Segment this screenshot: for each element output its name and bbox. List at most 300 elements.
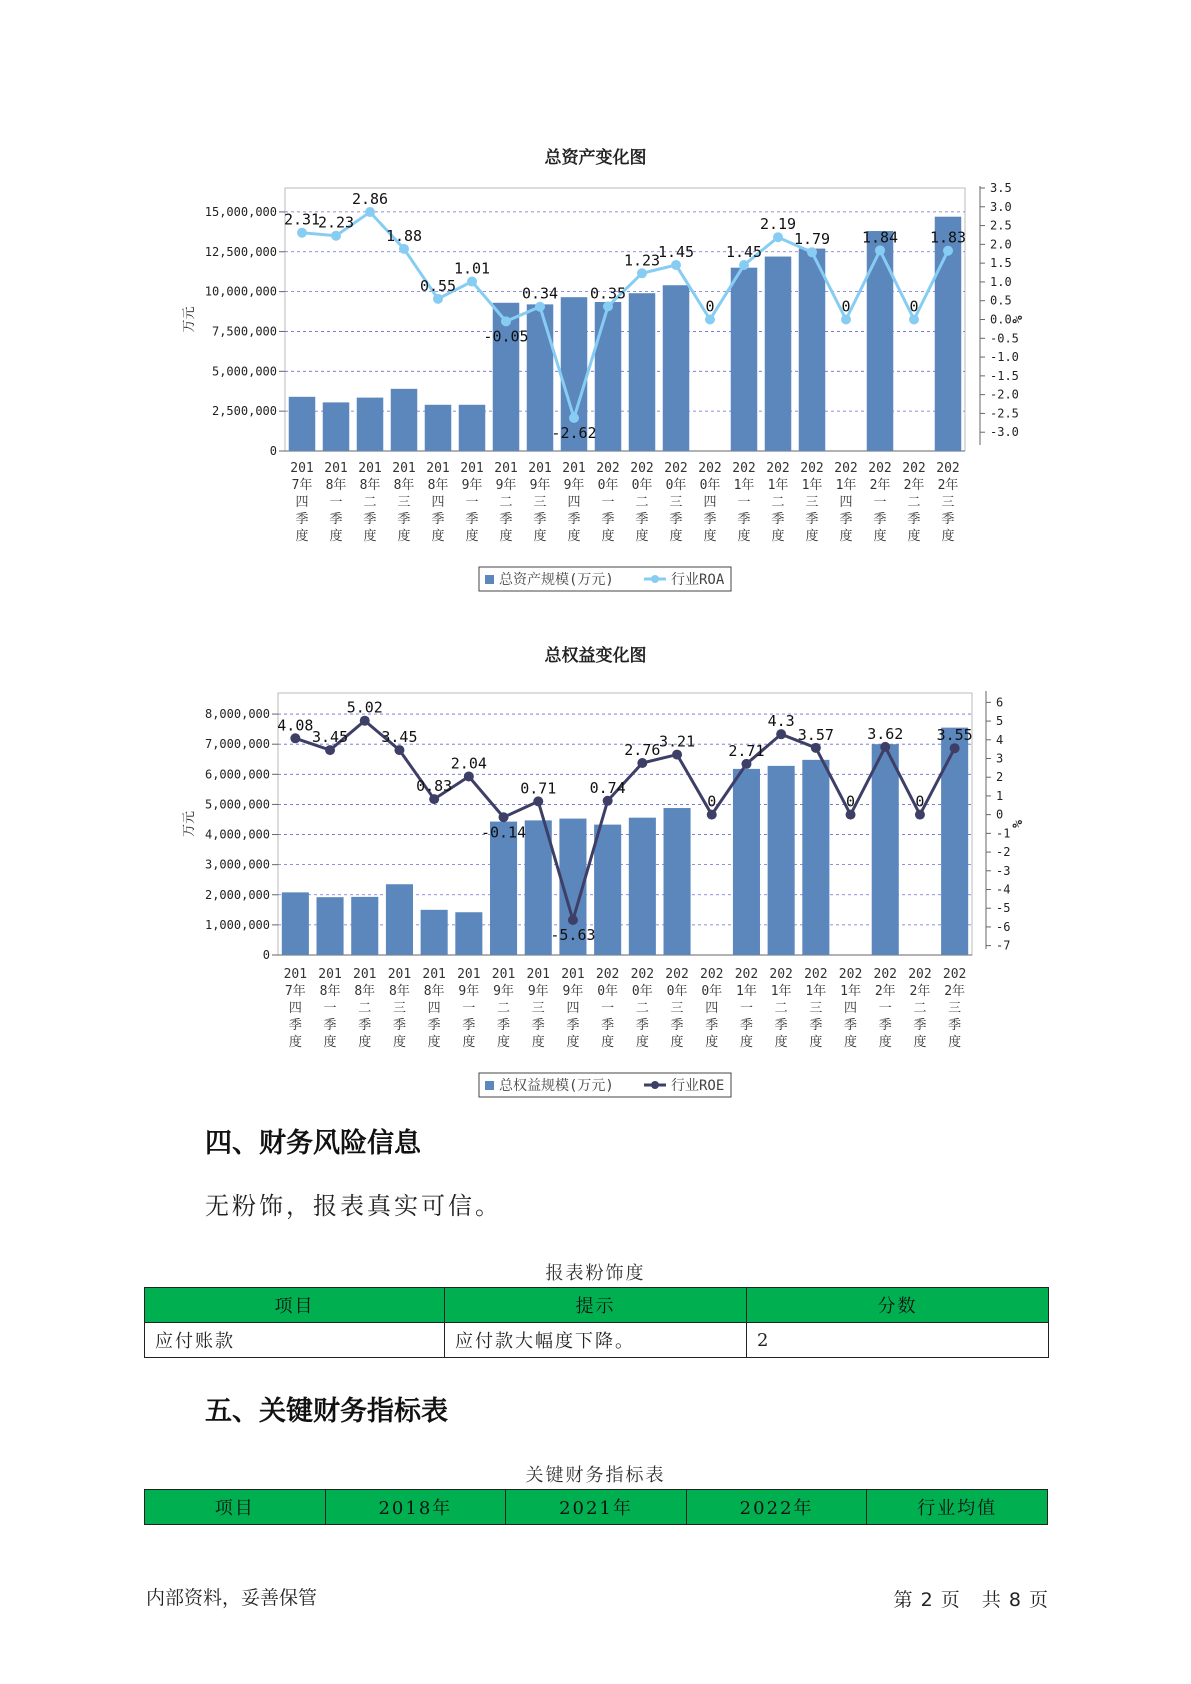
- category-label-line: 201: [528, 461, 552, 476]
- left-tick-label: 15,000,000: [204, 204, 277, 219]
- data-label: 0.55: [419, 276, 457, 295]
- bar: [594, 825, 621, 955]
- category-label-line: 度: [705, 1035, 719, 1050]
- category-label-line: 9年: [461, 478, 483, 493]
- category-label-line: 201: [358, 461, 382, 476]
- category-label-line: 季: [941, 512, 955, 527]
- category-label-line: 一: [323, 1001, 337, 1016]
- left-tick-label: 2,500,000: [211, 404, 277, 419]
- bar: [872, 744, 899, 955]
- category-label-line: 季: [948, 1018, 962, 1033]
- category-label-line: 度: [948, 1035, 962, 1050]
- header-cell: 2021年: [506, 1490, 687, 1525]
- category-label-line: 202: [868, 461, 892, 476]
- whitewash-table: [144, 1287, 1049, 1358]
- category-label-line: 三: [805, 495, 819, 510]
- data-label: 1.88: [385, 226, 423, 245]
- category-label-line: 季: [358, 1018, 372, 1033]
- section-heading-key-indicators: 五、关键财务指标表: [205, 1396, 448, 1427]
- category-label-line: 202: [873, 967, 897, 982]
- section-heading-risk: 四、财务风险信息: [205, 1128, 421, 1159]
- category-label-line: 0年: [699, 478, 721, 493]
- data-label: 0.83: [416, 777, 453, 796]
- line-point: [741, 759, 751, 769]
- category-label: [318, 967, 341, 1050]
- header-cell: 2022年: [686, 1490, 867, 1525]
- category-label: [388, 967, 411, 1050]
- bar: [282, 892, 309, 955]
- header-cell: 项目: [145, 1490, 326, 1525]
- right-tick-label: 3.0: [990, 199, 1012, 214]
- header-cell: 2018年: [325, 1490, 506, 1525]
- category-label-line: 202: [834, 461, 858, 476]
- right-tick-label: 1.5: [990, 256, 1012, 271]
- data-label: 3.57: [797, 725, 834, 744]
- category-label-line: 度: [941, 529, 955, 544]
- right-axis-title: %: [1011, 315, 1026, 324]
- data-label: -5.63: [550, 926, 596, 945]
- category-label-line: 季: [497, 1018, 511, 1033]
- right-tick-label: 0.0: [990, 312, 1012, 327]
- data-label: 2.04: [450, 754, 487, 773]
- data-label: 2.76: [624, 740, 661, 759]
- category-label-line: 202: [665, 967, 689, 982]
- category-label-line: 1年: [835, 478, 857, 493]
- category-label-line: 度: [358, 1035, 372, 1050]
- left-tick-label: 8,000,000: [204, 707, 270, 722]
- right-tick-label: -5: [996, 901, 1011, 916]
- category-label-line: 四: [703, 495, 717, 510]
- category-label-line: 202: [800, 461, 824, 476]
- category-label-line: 三: [397, 495, 411, 510]
- category-label-line: 9年: [563, 478, 585, 493]
- category-label-line: 0年: [666, 984, 688, 999]
- category-label-line: 201: [457, 967, 481, 982]
- data-label: 4.08: [277, 716, 314, 735]
- right-tick-label: -6: [996, 919, 1011, 934]
- category-label-line: 1年: [767, 478, 789, 493]
- line-point: [499, 812, 509, 822]
- bar: [421, 910, 448, 955]
- category-label-line: 季: [531, 1018, 545, 1033]
- left-tick-label: 4,000,000: [204, 827, 270, 842]
- bar: [351, 897, 378, 955]
- data-label: 1.83: [929, 228, 967, 247]
- category-label-line: 202: [595, 967, 620, 982]
- category-label-line: 度: [774, 1035, 788, 1050]
- category-label-line: 季: [907, 512, 921, 527]
- left-tick-label: 1,000,000: [204, 917, 270, 932]
- data-label: 4.3: [767, 712, 795, 731]
- category-label-line: 201: [562, 461, 586, 476]
- category-label-line: 二: [635, 495, 649, 510]
- category-label-line: 度: [397, 529, 411, 544]
- category-label-line: 8年: [354, 984, 376, 999]
- category-label-line: 季: [499, 512, 513, 527]
- category-label-line: 9年: [458, 984, 480, 999]
- table-cell: 2: [747, 1323, 1049, 1358]
- category-label: [457, 967, 480, 1050]
- category-label-line: 一: [739, 1001, 753, 1016]
- data-label: 5.02: [346, 698, 383, 717]
- bar: [317, 897, 344, 955]
- line-point: [464, 771, 474, 781]
- right-tick-label: 5: [996, 714, 1004, 729]
- category-label-line: 度: [531, 1035, 545, 1050]
- category-label-line: 季: [635, 1018, 649, 1033]
- category-label-line: 一: [737, 495, 751, 510]
- category-label: [596, 967, 619, 1050]
- key-indicators-table: [144, 1489, 1048, 1525]
- header-cell: 项目: [145, 1288, 445, 1323]
- left-tick-label: 0: [262, 948, 270, 962]
- category-label-line: 季: [669, 512, 683, 527]
- category-label-line: 四: [431, 495, 445, 510]
- category-label-line: 度: [533, 529, 547, 544]
- category-label-line: 0年: [665, 478, 687, 493]
- line-point: [811, 743, 821, 753]
- category-label: [561, 967, 584, 1050]
- category-label: [353, 967, 376, 1050]
- right-tick-label: -1.0: [990, 350, 1019, 365]
- bar: [768, 766, 795, 955]
- data-label: 2.31: [283, 210, 321, 229]
- category-label-line: 季: [533, 512, 547, 527]
- category-label-line: 202: [908, 967, 932, 982]
- category-label-line: 四: [427, 1001, 441, 1016]
- category-label-line: 三: [533, 495, 547, 510]
- category-label-line: 一: [873, 495, 887, 510]
- table-row: [145, 1323, 1049, 1358]
- category-label-line: 四: [844, 1001, 858, 1016]
- category-label-line: 季: [913, 1018, 927, 1033]
- category-label-line: 四: [288, 1001, 302, 1016]
- category-label-line: 201: [324, 461, 348, 476]
- category-label-line: 度: [323, 1035, 337, 1050]
- legend-swatch-point: [651, 1081, 659, 1089]
- category-label-line: 2年: [944, 984, 966, 999]
- category-label: [284, 967, 307, 1050]
- category-label-line: 度: [499, 529, 513, 544]
- data-label: 0.34: [521, 284, 559, 303]
- category-label-line: 度: [703, 529, 717, 544]
- data-label: 0: [915, 792, 925, 811]
- category-label-line: 1年: [770, 984, 792, 999]
- data-label: -0.05: [483, 327, 529, 346]
- category-label-line: 季: [566, 1018, 580, 1033]
- data-label: 0: [846, 792, 856, 811]
- category-label: [908, 967, 931, 1050]
- line-point: [880, 742, 890, 752]
- right-tick-label: -0.5: [990, 331, 1019, 346]
- category-label-line: 202: [700, 967, 724, 982]
- category-label-line: 四: [295, 495, 309, 510]
- data-label: 2.86: [351, 190, 389, 209]
- right-tick-label: -1: [996, 826, 1011, 841]
- right-tick-label: 0: [996, 807, 1004, 822]
- category-label-line: 季: [601, 1018, 615, 1033]
- category-label-line: 201: [422, 967, 446, 982]
- left-tick-label: 7,000,000: [204, 737, 270, 752]
- category-label-line: 度: [431, 529, 445, 544]
- category-label-line: 一: [462, 1001, 476, 1016]
- right-tick-label: -2.0: [990, 387, 1019, 402]
- category-label-line: 202: [734, 967, 759, 982]
- line-point: [950, 743, 960, 753]
- category-label-line: 度: [329, 529, 343, 544]
- data-label: 1.23: [623, 251, 661, 270]
- category-label-line: 201: [387, 967, 412, 982]
- left-tick-label: 7,500,000: [211, 324, 277, 339]
- category-label-line: 201: [353, 967, 377, 982]
- category-label-line: 度: [462, 1035, 476, 1050]
- chart-title-total-equity: 总权益变化图: [544, 646, 647, 666]
- category-label-line: 季: [737, 512, 751, 527]
- category-label-line: 二: [635, 1001, 649, 1016]
- category-label-line: 季: [431, 512, 445, 527]
- data-label: 0: [705, 297, 715, 316]
- left-tick-label: 10,000,000: [204, 284, 277, 299]
- footer-page-number: 第 2 页 共 8 页: [893, 1589, 1049, 1611]
- category-label-line: 7年: [291, 478, 313, 493]
- data-label: 1.45: [725, 243, 763, 262]
- category-label-line: 8年: [423, 984, 445, 999]
- category-label-line: 季: [839, 512, 853, 527]
- data-label: 1.01: [453, 259, 491, 278]
- bar: [802, 760, 829, 955]
- right-tick-label: -4: [996, 882, 1011, 897]
- category-label-line: 8年: [389, 984, 410, 999]
- data-label: 2.23: [317, 213, 355, 232]
- category-label-line: 度: [739, 1035, 753, 1050]
- category-label-line: 四: [566, 1001, 580, 1016]
- category-label-line: 一: [601, 1001, 615, 1016]
- category-label-line: 度: [427, 1035, 441, 1050]
- category-label-line: 度: [809, 1035, 823, 1050]
- category-label-line: 度: [844, 1035, 858, 1050]
- category-label-line: 度: [566, 1035, 580, 1050]
- category-label-line: 9年: [493, 984, 514, 999]
- line-point: [429, 794, 439, 804]
- category-label-line: 201: [460, 461, 484, 476]
- right-tick-label: 2: [996, 770, 1004, 785]
- category-label-line: 0年: [631, 984, 653, 999]
- category-label: [665, 967, 688, 1050]
- category-label-line: 0年: [701, 984, 723, 999]
- right-tick-label: 2.0: [990, 237, 1012, 252]
- category-label-line: 度: [839, 529, 853, 544]
- category-label: [839, 967, 862, 1050]
- category-label-line: 度: [670, 1035, 684, 1050]
- category-label-line: 季: [392, 1018, 406, 1033]
- right-tick-label: -2.5: [990, 406, 1019, 421]
- legend-label-line: 行业ROE: [671, 1078, 725, 1094]
- category-label-line: 度: [288, 1035, 302, 1050]
- data-label: 3.45: [381, 728, 418, 747]
- category-label-line: 9年: [495, 478, 517, 493]
- category-label: [769, 967, 792, 1050]
- category-label-line: 季: [397, 512, 411, 527]
- left-tick-label: 3,000,000: [204, 857, 270, 872]
- category-label-line: 202: [766, 461, 790, 476]
- chart-title-total-assets: 总资产变化图: [544, 148, 647, 168]
- category-label-line: 三: [809, 1001, 823, 1016]
- category-label-line: 0年: [597, 984, 619, 999]
- data-label: 3.21: [658, 732, 696, 751]
- category-label-line: 二: [913, 1001, 927, 1016]
- legend-label-line: 行业ROA: [671, 572, 725, 588]
- category-label-line: 202: [936, 461, 960, 476]
- data-label: 0.35: [589, 284, 627, 303]
- category-label: [735, 967, 758, 1050]
- category-label-line: 201: [561, 967, 585, 982]
- category-label-line: 2年: [909, 984, 931, 999]
- category-label-line: 8年: [319, 984, 341, 999]
- category-label-line: 201: [283, 967, 308, 982]
- bar: [525, 820, 552, 955]
- line-point: [290, 733, 300, 743]
- category-label-line: 202: [664, 461, 688, 476]
- category-label-line: 四: [567, 495, 581, 510]
- category-label-line: 202: [698, 461, 722, 476]
- data-label: 2.71: [728, 741, 765, 760]
- line-point: [915, 810, 925, 820]
- category-label-line: 度: [601, 529, 615, 544]
- category-label-line: 202: [804, 967, 828, 982]
- category-label-line: 三: [531, 1001, 545, 1016]
- category-label: [700, 967, 723, 1050]
- data-label: 1.45: [657, 243, 695, 262]
- left-tick-label: 5,000,000: [204, 797, 270, 812]
- category-label-line: 2年: [869, 478, 891, 493]
- bar: [941, 728, 968, 955]
- category-label-line: 季: [809, 1018, 823, 1033]
- category-label-line: 二: [363, 495, 377, 510]
- category-label: [874, 967, 897, 1050]
- table-caption-key-indicators: 关键财务指标表: [525, 1465, 666, 1486]
- category-label-line: 二: [358, 1001, 372, 1016]
- table-cell: 应付账款: [145, 1323, 445, 1358]
- data-label: 3.62: [867, 724, 904, 743]
- category-label-line: 202: [942, 967, 967, 982]
- left-tick-label: 0: [269, 444, 277, 458]
- category-label-line: 1年: [733, 478, 755, 493]
- category-label: [492, 967, 515, 1050]
- category-label-line: 二: [497, 1001, 511, 1016]
- category-label-line: 202: [630, 967, 655, 982]
- line-point: [637, 758, 647, 768]
- category-label-line: 1年: [736, 984, 757, 999]
- category-label-line: 度: [669, 529, 683, 544]
- data-label: -2.62: [551, 423, 597, 442]
- left-axis-title: 万元: [182, 306, 197, 333]
- category-label-line: 8年: [393, 478, 415, 493]
- data-label: 0: [909, 297, 919, 316]
- category-label-line: 2年: [903, 478, 925, 493]
- category-label: [422, 967, 445, 1050]
- table-cell: 应付款大幅度下降。: [445, 1323, 747, 1358]
- category-label-line: 季: [363, 512, 377, 527]
- category-label-line: 季: [703, 512, 717, 527]
- category-label-line: 季: [705, 1018, 719, 1033]
- bar: [733, 769, 760, 955]
- category-label-line: 季: [288, 1018, 302, 1033]
- category-label: [527, 967, 550, 1050]
- category-label-line: 1年: [801, 478, 823, 493]
- bar: [455, 912, 482, 955]
- line-point: [360, 716, 370, 726]
- category-label-line: 202: [838, 967, 863, 982]
- right-tick-label: 2.5: [990, 218, 1012, 233]
- line-point: [568, 915, 578, 925]
- left-tick-label: 2,000,000: [204, 887, 270, 902]
- line-point: [776, 729, 786, 739]
- category-label-line: 8年: [359, 478, 381, 493]
- category-label-line: 201: [494, 461, 518, 476]
- category-label-line: 季: [567, 512, 581, 527]
- category-label: [631, 967, 654, 1050]
- category-label-line: 201: [318, 967, 342, 982]
- footer-confidential-note: 内部资料，妥善保管: [146, 1587, 318, 1609]
- data-label: 3.45: [311, 728, 349, 747]
- category-label-line: 季: [774, 1018, 788, 1033]
- category-label-line: 季: [873, 512, 887, 527]
- right-tick-label: 6: [996, 695, 1004, 710]
- category-label-line: 二: [771, 495, 785, 510]
- category-label-line: 三: [670, 1001, 684, 1016]
- category-label-line: 9年: [562, 984, 584, 999]
- category-label-line: 四: [839, 495, 853, 510]
- left-axis-title: 万元: [182, 810, 197, 838]
- category-label-line: 8年: [427, 478, 449, 493]
- category-label-line: 202: [769, 967, 793, 982]
- category-label-line: 201: [392, 461, 416, 476]
- right-tick-label: -7: [996, 938, 1011, 953]
- right-tick-label: 3.5: [990, 181, 1012, 195]
- category-label-line: 201: [426, 461, 450, 476]
- data-label: 1.79: [793, 230, 831, 249]
- right-tick-label: 0.5: [990, 293, 1012, 308]
- right-tick-label: 3: [996, 751, 1004, 766]
- category-label-line: 二: [499, 495, 513, 510]
- category-label-line: 度: [601, 1035, 615, 1050]
- right-tick-label: -1.5: [990, 368, 1019, 383]
- right-tick-label: 4: [996, 732, 1004, 747]
- header-cell: 分数: [747, 1288, 1049, 1323]
- right-tick-label: -2: [996, 845, 1011, 860]
- right-tick-label: -3: [996, 863, 1011, 878]
- category-label-line: 0年: [597, 478, 619, 493]
- header-cell: 行业均值: [867, 1490, 1048, 1525]
- line-point: [707, 810, 717, 820]
- category-label-line: 度: [567, 529, 581, 544]
- category-label-line: 三: [669, 495, 683, 510]
- category-label-line: 度: [771, 529, 785, 544]
- data-label: 1.84: [861, 228, 899, 247]
- bar: [664, 808, 691, 955]
- line-point: [325, 745, 335, 755]
- data-label: 0.71: [520, 779, 557, 798]
- category-label-line: 202: [630, 461, 654, 476]
- category-label-line: 9年: [529, 478, 551, 493]
- category-label-line: 度: [465, 529, 479, 544]
- category-label-line: 度: [737, 529, 751, 544]
- category-label-line: 二: [907, 495, 921, 510]
- data-label: 2.19: [759, 215, 797, 234]
- legend-label-bar: 总权益规模(万元): [499, 1078, 614, 1094]
- category-label-line: 1年: [840, 984, 861, 999]
- category-label-line: 季: [465, 512, 479, 527]
